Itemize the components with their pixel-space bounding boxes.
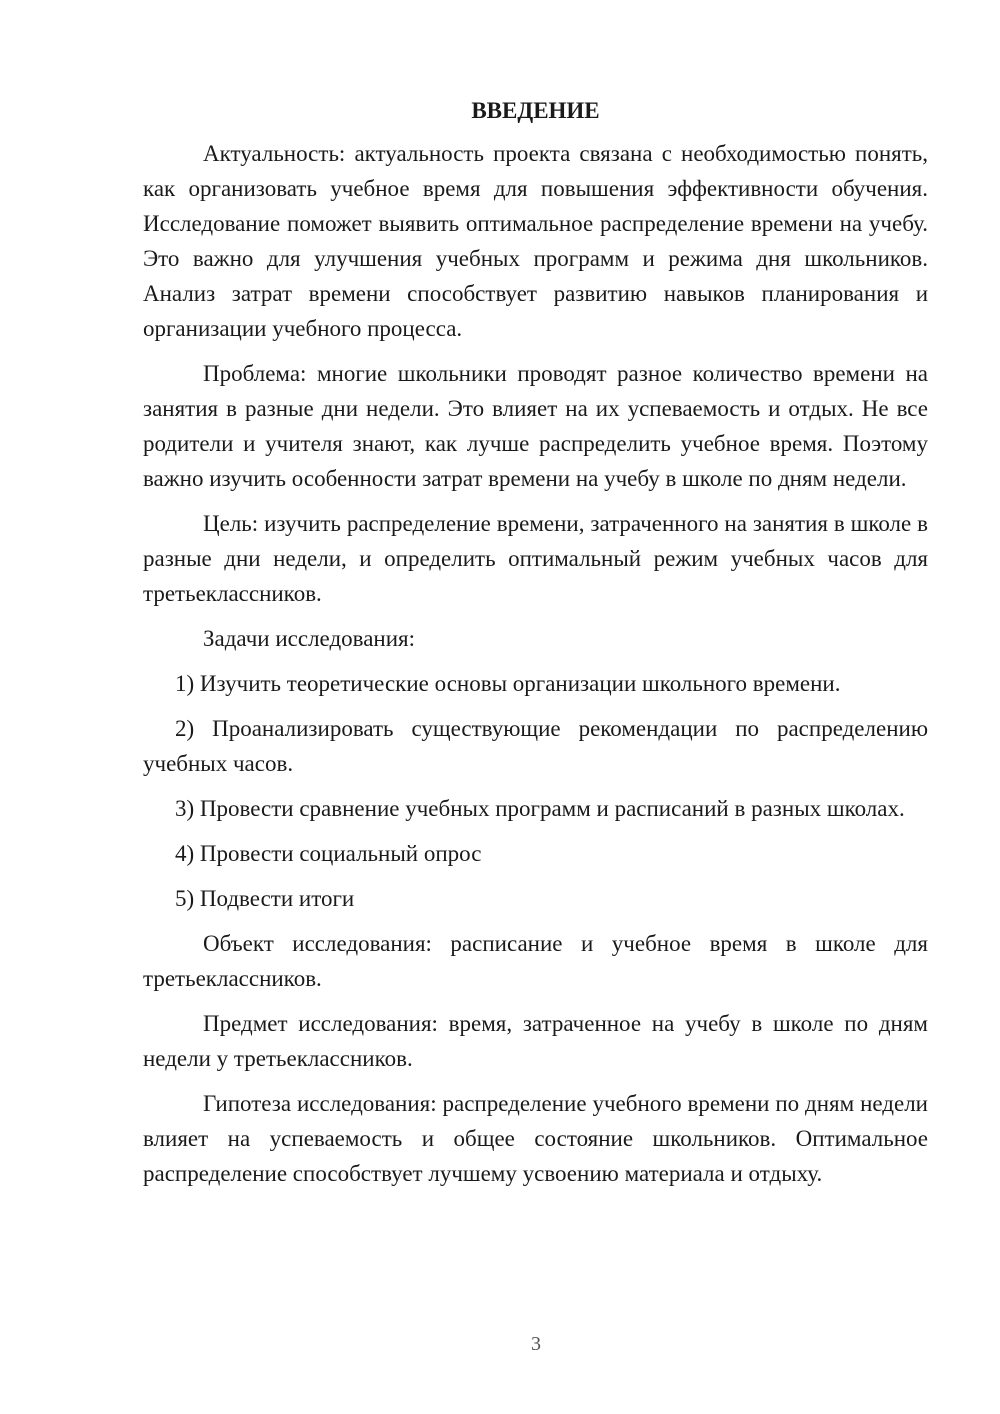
task-item: 1) Изучить теоретические основы организации школьного времени. xyxy=(175,671,841,696)
paragraph-subject: Предмет исследования: время, затраченное на учебу в школе по дням недели у третьеклассников. xyxy=(143,1011,928,1071)
paragraph-hypothesis: Гипотеза исследования: распределение учебного времени по дням недели влияет на успеваемость и общее состояние школьников. Оптимальное распределение способствует лучшему усвоению материала и отдыху. xyxy=(143,1091,928,1186)
section-heading: ВВЕДЕНИЕ xyxy=(471,98,600,123)
page-number: 3 xyxy=(531,1333,541,1355)
task-item: 4) Провести социальный опрос xyxy=(175,841,482,866)
paragraph-problem: Проблема: многие школьники проводят разное количество времени на занятия в разные дни недели. Это влияет на их успеваемость и отдых. Не все родители и учителя знают, как лучше распределить учебное время. Поэтому важно изучить особенности затрат времени на учебу в школе по дням недели. xyxy=(143,361,928,491)
paragraph-tasks-heading: Задачи исследования: xyxy=(203,626,416,651)
page-content xyxy=(143,96,928,1201)
task-item: 3) Провести сравнение учебных программ и расписаний в разных школах. xyxy=(175,796,905,821)
paragraph-goal: Цель: изучить распределение времени, затраченного на занятия в школе в разные дни недели, и определить оптимальный режим учебных часов для третьеклассников. xyxy=(143,511,928,606)
paragraph-relevance: Актуальность: актуальность проекта связана с необходимостью понять, как организовать учебное время для повышения эффективности обучения. Исследование поможет выявить оптимальное распределение времени на учебу. Это важно для улучшения учебных программ и режима дня школьников. Анализ затрат времени способствует развитию навыков планирования и организации учебного процесса. xyxy=(143,141,928,341)
task-item: 2) Проанализировать существующие рекомендации по распределению учебных часов. xyxy=(143,716,928,776)
task-item: 5) Подвести итоги xyxy=(175,886,355,911)
paragraph-object: Объект исследования: расписание и учебное время в школе для третьеклассников. xyxy=(143,931,928,991)
